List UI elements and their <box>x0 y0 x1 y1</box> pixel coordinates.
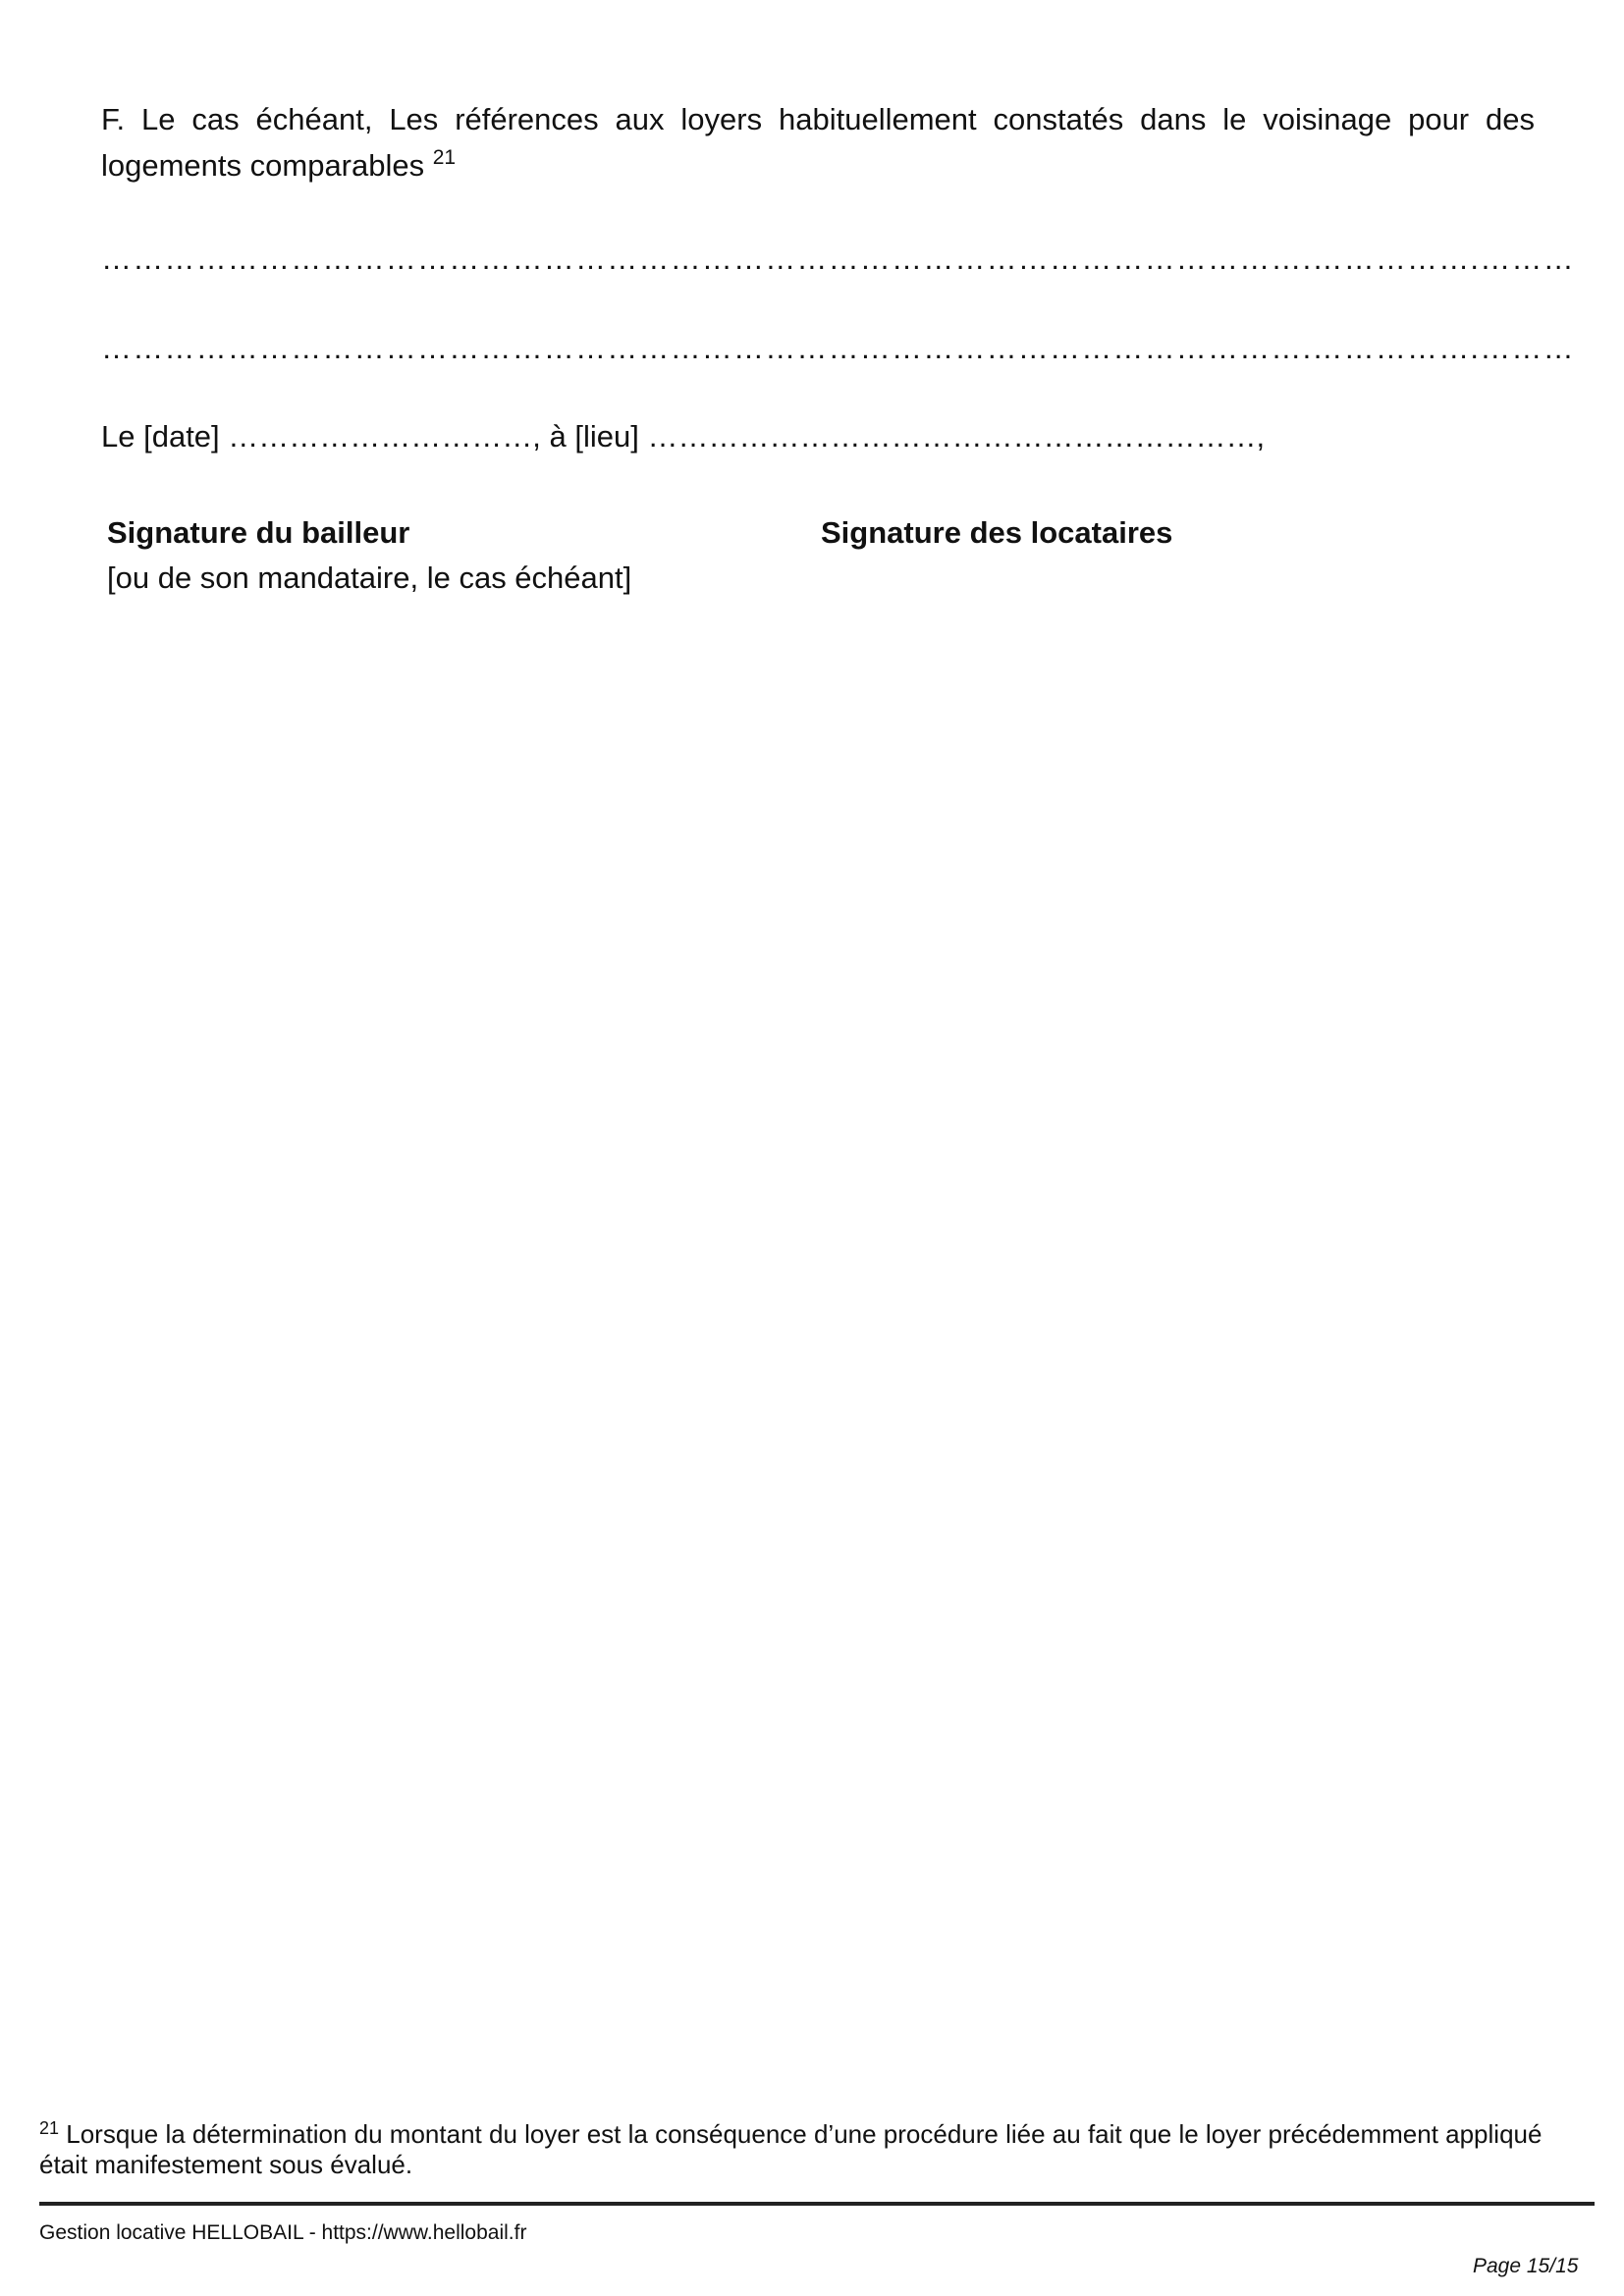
dotted-fill-line-2: …………………………………………………………………………………………………….…………….……… <box>101 331 1575 365</box>
date-place-line: Le [date] …………………………, à [lieu] ……………………………………………………, <box>101 419 1266 454</box>
section-f-paragraph <box>101 96 1535 192</box>
dotted-fill-line-1: …………………………………………………………………………………………………….…………….……… <box>101 241 1575 276</box>
landlord-signature-note: [ou de son mandataire, le cas échéant] <box>107 561 632 595</box>
section-f-text: F. Le cas échéant, Les références aux loyers habituellement constatés dans le voisinage pour des logements comparables <box>101 102 1535 183</box>
tenants-signature-title: Signature des locataires <box>821 515 1173 550</box>
landlord-signature-title: Signature du bailleur <box>107 515 410 550</box>
landlord-signature-block <box>107 510 631 601</box>
page-number: Page 15/15 <box>1473 2255 1579 2277</box>
tenants-signature-block <box>821 510 1172 556</box>
footnote <box>39 2120 1591 2178</box>
footer-divider <box>39 2202 1595 2206</box>
footer-text: Gestion locative HELLOBAIL - https://www.hellobail.fr <box>39 2221 527 2244</box>
footnote-reference: 21 <box>432 146 457 169</box>
footnote-text: Lorsque la détermination du montant du loyer est la conséquence d’une procédure liée au fait que le loyer précédemment appliqué était manifestement sous évalué. <box>39 2119 1543 2179</box>
footnote-number: 21 <box>39 2118 60 2138</box>
